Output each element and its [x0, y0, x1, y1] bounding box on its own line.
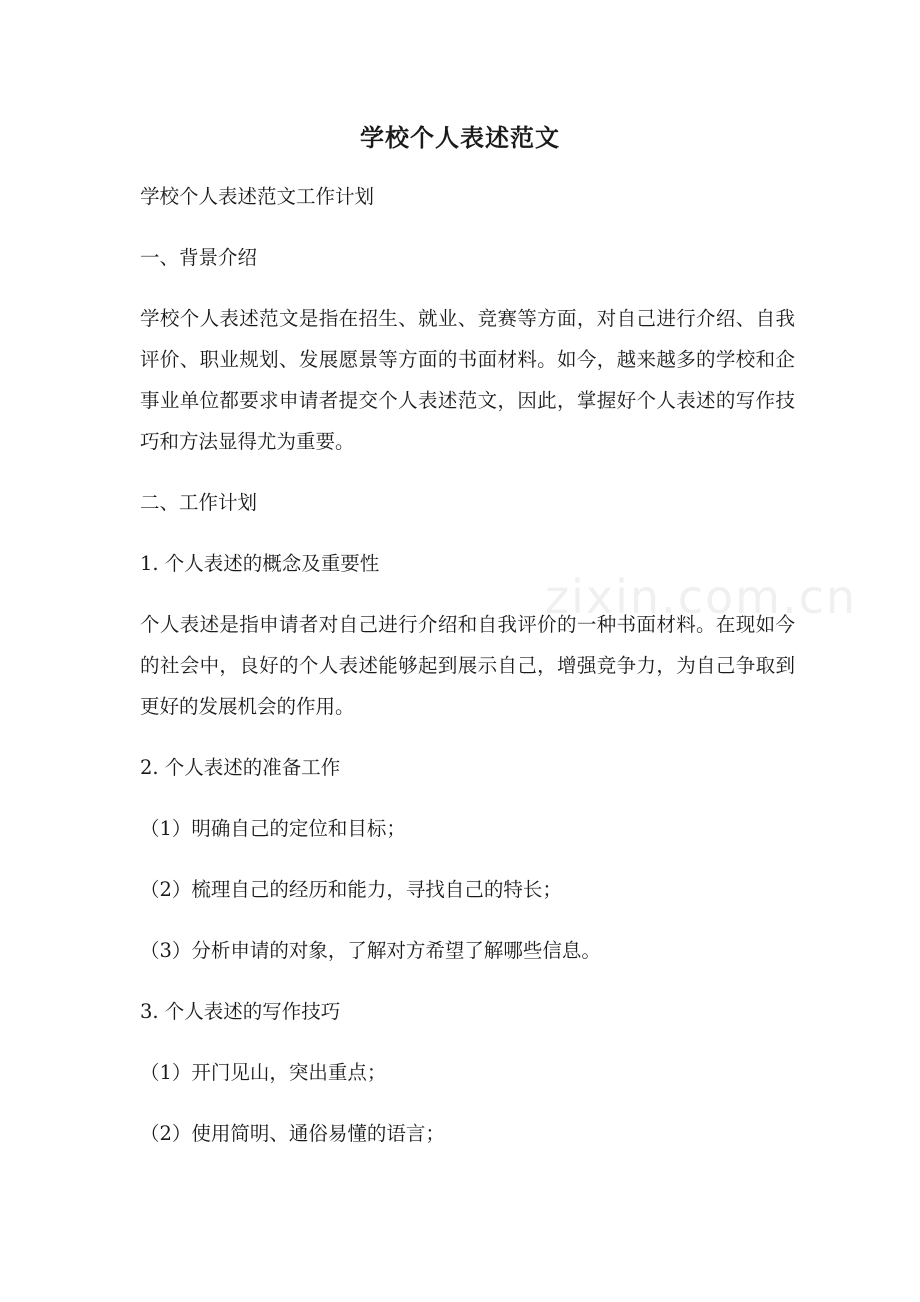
document-body [140, 176, 795, 1174]
subtitle-line: 学校个人表述范文工作计划 [140, 185, 375, 208]
section-heading-plan: 二、工作计划 [140, 491, 258, 514]
paragraph-background: 学校个人表述范文是指在招生、就业、竞赛等方面，对自己进行介绍、自我评价、职业规划、发展愿景等方面的书面材料。如今，越来越多的学校和企事业单位都要求申请者提交个人表述范文，因此，掌握好个人表述的写作技巧和方法显得尤为重要。 [140, 307, 795, 453]
subheading-writing-skills: 3. 个人表述的写作技巧 [140, 1000, 341, 1023]
watermark: zixin.com.cn [545, 570, 858, 624]
subheading-concept: 1. 个人表述的概念及重要性 [140, 552, 380, 575]
list-item: （1）明确自己的定位和目标； [140, 817, 406, 840]
list-item: （2）梳理自己的经历和能力，寻找自己的特长； [140, 878, 562, 901]
section-heading-background: 一、背景介绍 [140, 246, 258, 269]
list-item: （3）分析申请的对象，了解对方希望了解哪些信息。 [140, 939, 601, 962]
subheading-preparation: 2. 个人表述的准备工作 [140, 756, 341, 779]
list-item: （1）开门见山，突出重点； [140, 1061, 387, 1084]
paragraph-concept: 个人表述是指申请者对自己进行介绍和自我评价的一种书面材料。在现如今的社会中，良好的个人表述能够起到展示自己，增强竞争力，为自己争取到更好的发展机会的作用。 [140, 613, 795, 718]
page-title: 学校个人表述范文 [360, 123, 560, 152]
list-item: （2）使用简明、通俗易懂的语言； [140, 1122, 445, 1145]
